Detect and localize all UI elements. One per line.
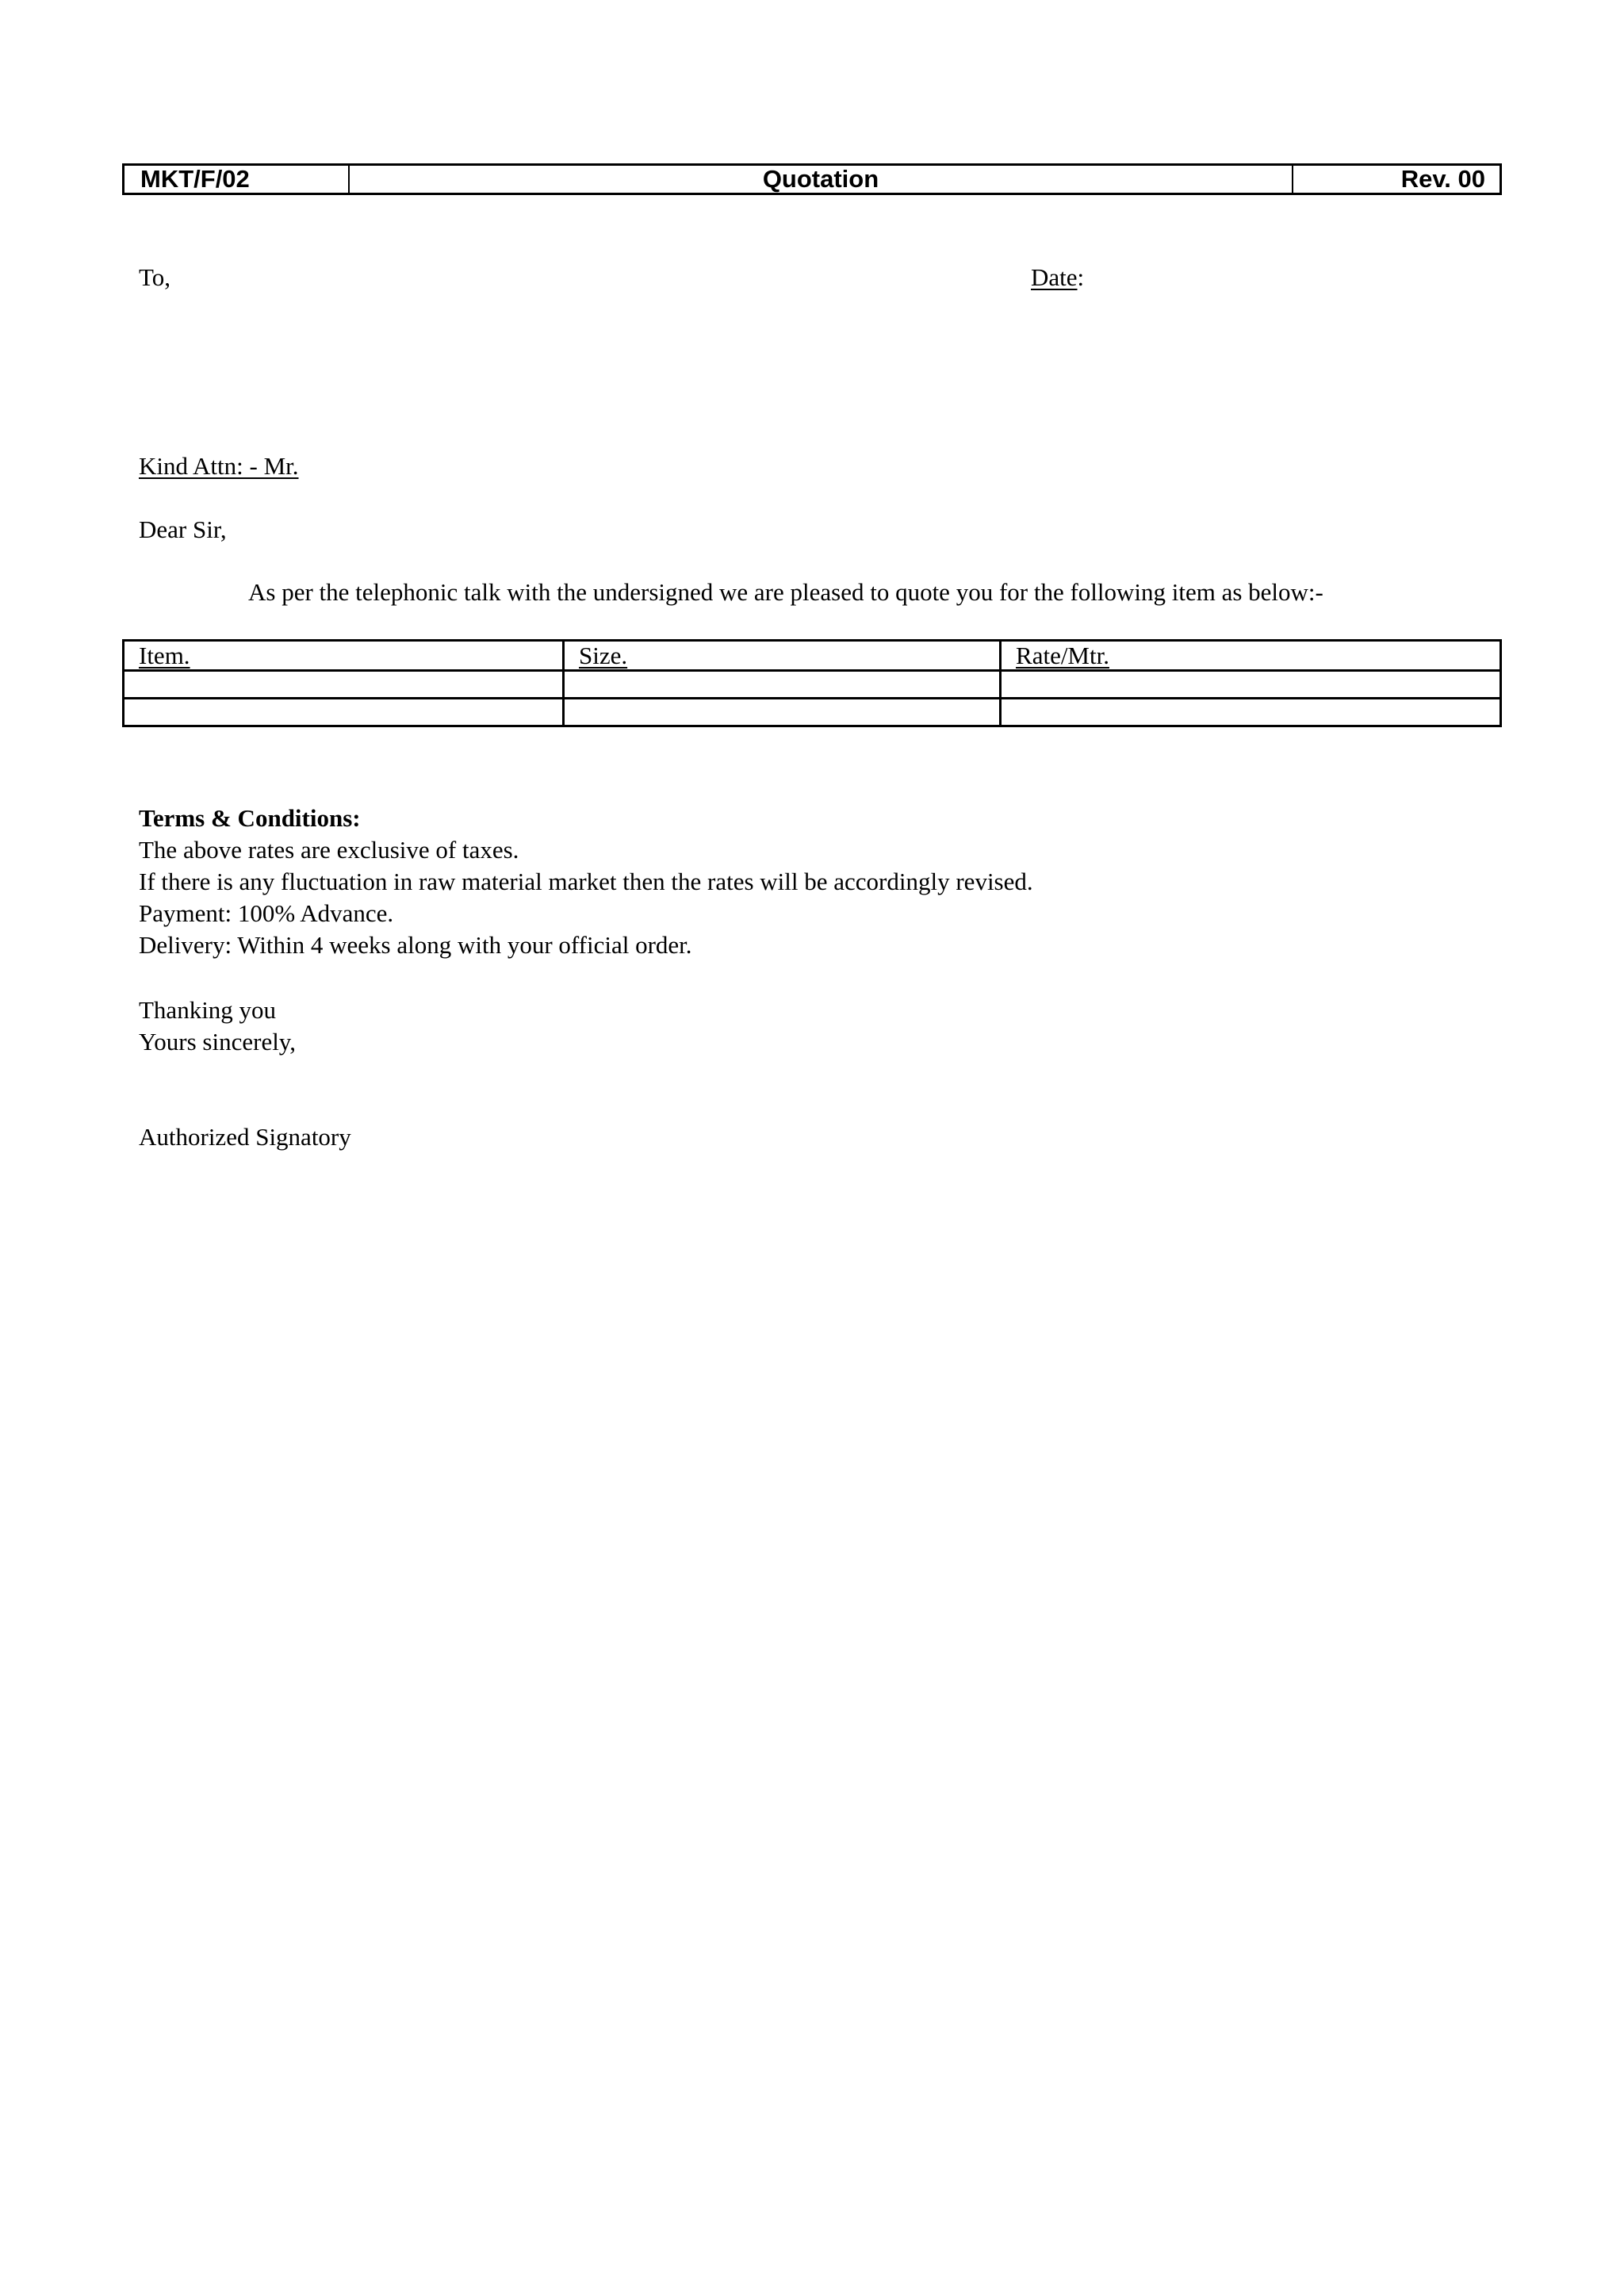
header-rate-label: Rate/Mtr.	[1016, 642, 1109, 669]
terms-line: Delivery: Within 4 weeks along with your official order.	[139, 931, 692, 959]
date-field	[1031, 262, 1084, 293]
table-cell	[564, 671, 1001, 699]
date-label: Date	[1031, 263, 1078, 291]
items-table-header-row	[124, 641, 1501, 671]
thanking-line: Thanking you	[139, 996, 277, 1024]
table-cell	[1001, 699, 1501, 726]
table-row	[124, 699, 1501, 726]
table-cell	[124, 671, 564, 699]
to-label: To,	[139, 263, 171, 291]
intro-paragraph: As per the telephonic talk with the undersigned we are pleased to quote you for the following item as below:-	[248, 578, 1323, 606]
terms-heading: Terms & Conditions:	[139, 804, 361, 832]
kind-attention: Kind Attn: - Mr.	[139, 452, 299, 480]
table-cell	[1001, 671, 1501, 699]
header-rate	[1001, 641, 1501, 671]
table-row	[124, 671, 1501, 699]
salutation: Dear Sir,	[139, 515, 227, 543]
terms-line: If there is any fluctuation in raw material market then the rates will be accordingly revised.	[139, 868, 1033, 895]
authorized-signatory: Authorized Signatory	[139, 1123, 351, 1151]
items-table	[122, 639, 1502, 727]
sign-off: Yours sincerely,	[139, 1028, 297, 1056]
table-cell	[124, 699, 564, 726]
header-size	[564, 641, 1001, 671]
form-header	[122, 163, 1502, 195]
form-title: Quotation	[350, 166, 1293, 193]
form-code: MKT/F/02	[124, 166, 350, 193]
terms-and-conditions	[139, 803, 1033, 961]
date-colon: :	[1077, 263, 1085, 291]
terms-line: Payment: 100% Advance.	[139, 899, 394, 927]
header-item	[124, 641, 564, 671]
terms-line: The above rates are exclusive of taxes.	[139, 836, 519, 864]
header-size-label: Size.	[579, 642, 628, 669]
header-item-label: Item.	[139, 642, 190, 669]
table-cell	[564, 699, 1001, 726]
form-revision: Rev. 00	[1400, 165, 1485, 193]
